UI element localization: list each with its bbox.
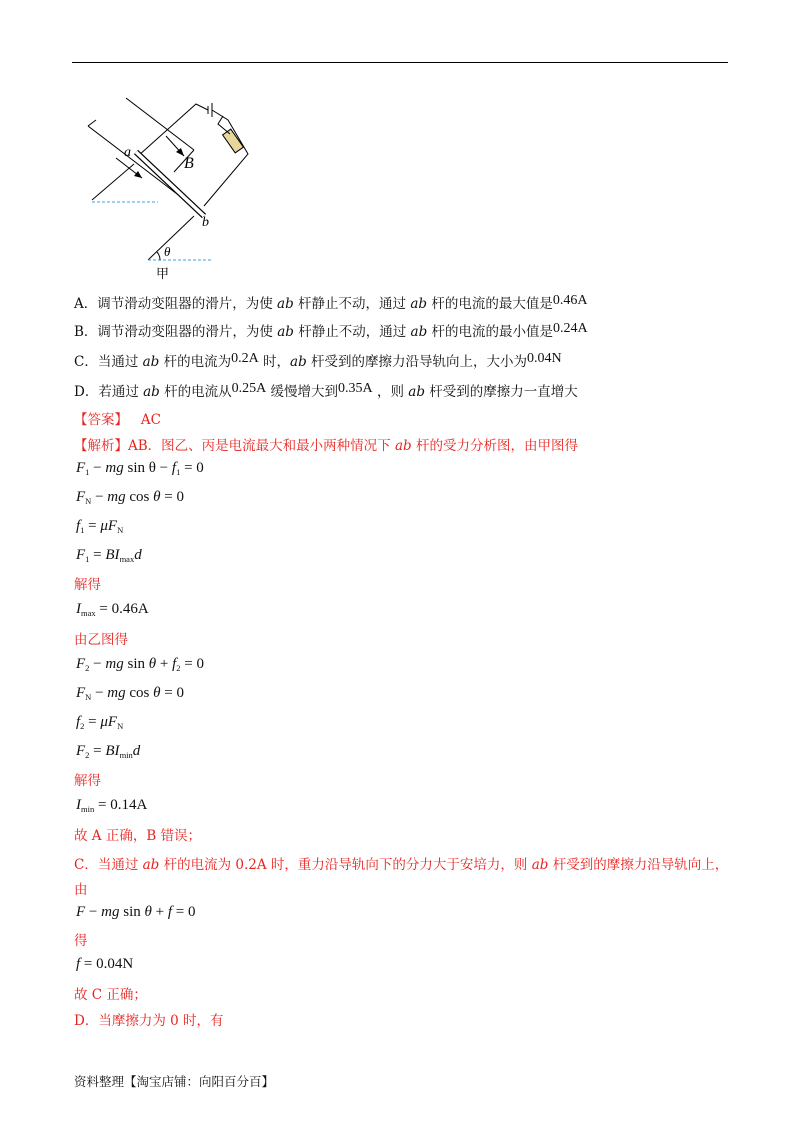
- header-rule: [72, 62, 728, 63]
- label-b-field: B: [184, 155, 194, 172]
- equation-8: $F_2 = BI_{min}d$: [76, 743, 141, 760]
- analysis-intro: 【解析】AB．图乙、丙是电流最大和最小两种情况下 ab 杆的受力分析图，由甲图得: [74, 438, 578, 454]
- solve-label-1: 解得: [74, 577, 101, 593]
- option-d: D．若通过 ab 杆的电流从0.25A 缓慢增大到0.35A ，则 ab 杆受到的摩擦力一直增大: [74, 381, 578, 400]
- footer-note: 资料整理【淘宝店铺：向阳百分百】: [74, 1074, 275, 1089]
- d-analysis-line: D．当摩擦力为 0 时，有: [74, 1013, 224, 1029]
- equation-3: $f_1 = \mu F_N$: [76, 518, 124, 535]
- from-yi-label: 由乙图得: [74, 632, 128, 648]
- c-analysis-line-1: C．当通过 ab 杆的电流为 0.2A 时，重力沿导轨向下的分力大于安培力，则 ab 杆受到的摩擦力沿导轨向上，: [74, 857, 729, 873]
- option-a: A．调节滑动变阻器的滑片，为使 ab 杆静止不动，通过 ab 杆的电流的最大值是0.46A: [74, 293, 588, 312]
- equation-1: $F_1$ − mg $\sin \theta - f_1 = 0$: [76, 460, 204, 477]
- equation-9: F − mg sin θ + f = 0: [76, 904, 196, 920]
- figure-caption: 甲: [156, 267, 170, 282]
- solve-label-2: 解得: [74, 773, 101, 789]
- conclusion-c: 故 C 正确；: [74, 987, 147, 1003]
- circuit-figure: [78, 92, 278, 282]
- option-c: C．当通过 ab 杆的电流为0.2A 时，ab 杆受到的摩擦力沿导轨向上，大小为0.04N: [74, 351, 562, 370]
- equation-6: $F_N$ − mg cos θ = 0: [76, 685, 184, 702]
- label-a: a: [124, 145, 131, 160]
- equation-7: $f_2 = \mu F_N$: [76, 714, 124, 731]
- equation-5: $F_2$ − mg $\sin \theta + f_2 = 0$: [76, 656, 204, 673]
- equation-2: $F_N$ − mg cos θ = 0: [76, 489, 184, 506]
- conclusion-ab: 故 A 正确，B 错误；: [74, 828, 202, 844]
- label-theta: θ: [164, 244, 171, 259]
- incline-rails-diagram: [78, 92, 278, 282]
- de-label: 得: [74, 933, 88, 949]
- equation-imin: $I_{min} = 0.14A$: [76, 797, 148, 814]
- equation-4: $F_1 = BI_{max}d$: [76, 547, 142, 564]
- c-analysis-line-2: 由: [74, 882, 88, 898]
- answer-line: 【答案】 AC: [74, 412, 161, 428]
- option-b: B．调节滑动变阻器的滑片，为使 ab 杆静止不动，通过 ab 杆的电流的最小值是0.24A: [74, 321, 588, 340]
- equation-imax: $I_{max} = 0.46A$: [76, 601, 149, 618]
- label-b: b: [202, 215, 209, 230]
- equation-f: f = 0.04N: [76, 956, 134, 972]
